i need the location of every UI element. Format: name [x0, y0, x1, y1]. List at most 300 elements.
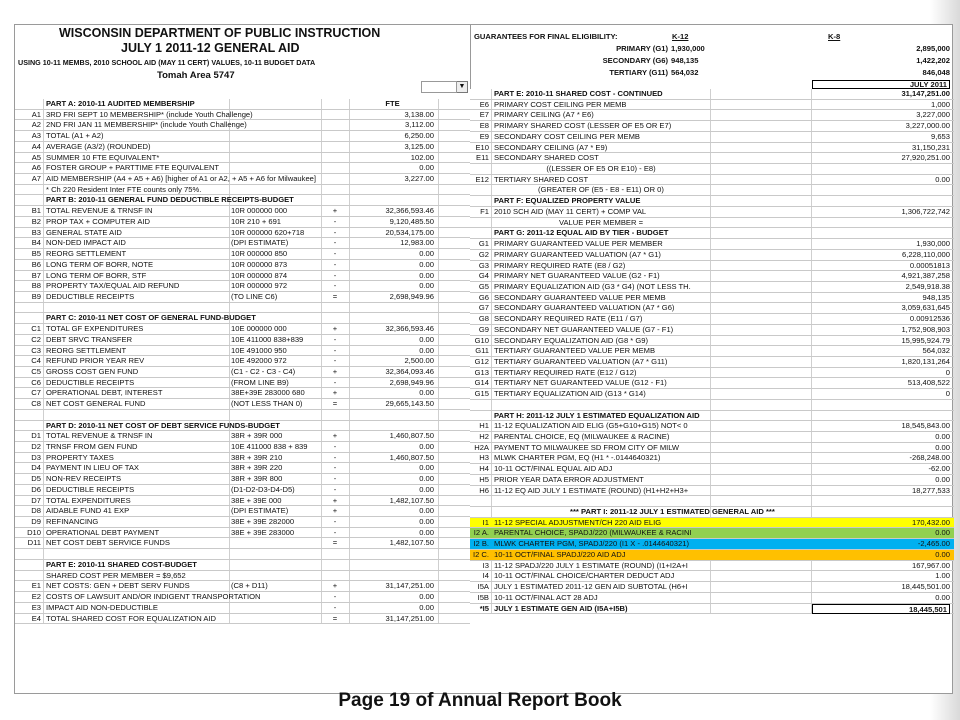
cell-code: B7 [31, 270, 41, 280]
cell-val: FTE [385, 99, 400, 108]
cell-code: H2A [474, 442, 489, 452]
cell-code: D3 [31, 452, 41, 462]
cell-code: H2 [479, 432, 489, 441]
cell-op: - [333, 484, 337, 494]
guarantees-label: GUARANTEES FOR FINAL ELIGIBILITY: [474, 32, 618, 41]
cell-op: - [333, 474, 337, 484]
table-row [15, 485, 470, 496]
cell-code: C3 [31, 345, 41, 355]
cell-desc: SECONDARY NET GUARANTEED VALUE (G7 - F1) [494, 324, 674, 334]
cell-code: D2 [31, 442, 41, 451]
cell-val: 1,306,722,742 [901, 206, 950, 216]
cell-val: -2,465.00 [917, 539, 950, 549]
table-row [15, 346, 470, 357]
table-row [15, 142, 470, 153]
cell-val: 9,653 [930, 131, 950, 141]
cell-val: 0.00 [419, 506, 434, 516]
cell-op: - [333, 517, 337, 527]
table-row [15, 592, 470, 603]
cell-desc: MLWK CHARTER PGM, EQ (H1 * -.0144640321) [494, 453, 661, 463]
cell-code: G3 [478, 260, 489, 270]
cell-val: 6,228,110,000 [902, 249, 950, 259]
table-row [15, 560, 470, 571]
cell-src: (DPI ESTIMATE) [231, 506, 289, 516]
primary-label: PRIMARY (G1) [616, 44, 668, 53]
tertiary-k8: 846,048 [922, 68, 950, 77]
cell-src: 10E 491000 950 [231, 345, 287, 355]
cell-val: 20,534,175.00 [385, 227, 434, 237]
cell-code: C1 [31, 324, 41, 334]
cell-val: 1,460,807.50 [389, 452, 434, 462]
table-row [470, 121, 954, 132]
table-row [15, 120, 470, 131]
table-row [15, 431, 470, 442]
cell-op: - [333, 227, 337, 237]
cell-desc: PRIOR YEAR DATA ERROR ADJUSTMENT [494, 474, 644, 484]
cell-val: 2,549,918.38 [905, 281, 950, 291]
cell-code: D1 [31, 431, 41, 441]
cell-code: G5 [478, 281, 489, 291]
cell-desc: PROP TAX + COMPUTER AID [46, 216, 151, 226]
cell-val: 3,138.00 [404, 109, 434, 119]
table-row [470, 518, 954, 529]
cell-desc: REFINANCING [46, 517, 99, 527]
cell-op: - [333, 442, 337, 451]
cell-src: 38E+39E 283000 680 [231, 388, 305, 398]
k12-header: K-12 [672, 32, 689, 41]
cell-op: - [333, 281, 337, 291]
cell-val: 6,250.00 [404, 131, 434, 141]
cell-src: 38E + 39E 000 [231, 495, 282, 505]
cell-val: 2,500.00 [404, 356, 434, 366]
cell-code: D5 [31, 474, 41, 484]
cell-op: + [332, 431, 338, 441]
right-pane [470, 25, 954, 614]
cell-code: D8 [31, 506, 41, 516]
cell-desc: PART H: 2011-12 JULY 1 ESTIMATED EQUALIZATION AID [494, 410, 700, 420]
cell-code: G12 [474, 356, 489, 366]
cell-code: E12 [475, 174, 489, 184]
cell-src: 10E 411000 838+839 [231, 334, 304, 344]
cell-code: C6 [31, 377, 41, 387]
table-row [15, 174, 470, 185]
cell-desc: PART E: 2010-11 SHARED COST - CONTINUED [494, 89, 663, 98]
cell-src: 38R + 39R 000 [231, 431, 283, 441]
cell-val: 0.00 [935, 528, 950, 538]
cell-src: (C8 + D11) [231, 581, 268, 591]
cell-op: - [333, 216, 337, 226]
cell-code: H5 [479, 474, 489, 484]
cell-desc: LONG TERM OF BORR, NOTE [46, 259, 154, 269]
table-row [470, 282, 954, 293]
table-row [470, 100, 954, 111]
cell-desc: SECONDARY CEILING (A7 * E9) [494, 142, 608, 152]
cell-code: E11 [476, 153, 489, 163]
cell-op: - [333, 270, 337, 280]
cell-op: - [333, 356, 337, 366]
primary-k12: 1,930,000 [671, 44, 705, 53]
table-row [470, 582, 954, 593]
left-pane [15, 25, 470, 624]
cell-val: 3,227,000 [916, 110, 950, 120]
cell-code: B6 [31, 259, 41, 269]
cell-val: 31,147,251.00 [385, 613, 434, 623]
dept-title: WISCONSIN DEPARTMENT OF PUBLIC INSTRUCTION [59, 26, 381, 40]
cell-val: 32,366,593.46 [385, 206, 434, 216]
cell-val: 0.00 [419, 334, 434, 344]
cell-desc: SECONDARY GUARANTEED VALUATION (A7 * G6) [494, 303, 675, 313]
table-row [15, 463, 470, 474]
cell-val: 9,120,485.50 [389, 216, 434, 226]
cell-desc: ((LESSER OF E5 OR E10) - E8) [546, 164, 656, 174]
cell-val: 3,059,631,645 [901, 303, 950, 313]
tertiary-label: TERTIARY (G11) [609, 68, 668, 77]
table-row [470, 153, 954, 164]
cell-desc: NET COST DEBT SERVICE FUNDS [46, 538, 170, 548]
district-name: Tomah Area 5747 [157, 70, 235, 81]
table-row [470, 507, 954, 518]
table-row [470, 303, 954, 314]
cell-desc: JULY 1 ESTIMATED 2011-12 GEN AID SUBTOTAL (H6+I [494, 582, 688, 592]
cell-src: 10R 000000 972 [231, 281, 288, 291]
cell-code: I1 [482, 517, 489, 527]
cell-val: 31,150,231 [911, 142, 950, 152]
table-row [470, 325, 954, 336]
cell-val: 102.00 [410, 152, 434, 162]
cell-val: 0.00 [419, 484, 434, 494]
cell-val: 1,930,000 [916, 239, 950, 249]
cell-desc: OPERATIONAL DEBT, INTEREST [46, 388, 163, 398]
cell-val: 948,135 [922, 292, 950, 302]
cell-desc: REORG SETTLEMENT [46, 345, 127, 355]
table-row [470, 571, 954, 582]
table-row [470, 411, 954, 422]
cell-val: 31,147,251.00 [385, 581, 434, 591]
district-select[interactable] [421, 81, 457, 93]
cell-code: G13 [474, 367, 489, 377]
cell-code: A2 [31, 120, 41, 130]
table-row [470, 539, 954, 550]
cell-code: B9 [31, 291, 41, 301]
cell-op: - [333, 259, 337, 269]
table-row [470, 368, 954, 379]
cell-desc: 3RD FRI SEPT 10 MEMBERSHIP* (include Youth Challenge) [46, 109, 253, 119]
cell-op: - [333, 452, 337, 462]
cell-desc: 10-11 OCT/FINAL CHOICE/CHARTER DEDUCT ADJ [494, 571, 675, 581]
cell-code: B8 [31, 281, 41, 291]
cell-src: (NOT LESS THAN 0) [231, 399, 303, 409]
cell-desc: 2ND FRI JAN 11 MEMBERSHIP* (include Youth Challenge) [46, 120, 247, 130]
cell-val: 0.00 [419, 163, 434, 173]
cell-val: 1,820,131,264 [901, 356, 950, 366]
cell-code: *I5 [479, 603, 489, 613]
table-row [470, 346, 954, 357]
table-row [15, 271, 470, 282]
table-row [470, 604, 954, 615]
cell-src: (C1 - C2 - C3 - C4) [231, 366, 296, 376]
cell-src: (FROM LINE B9) [231, 377, 289, 387]
cell-op: - [333, 238, 337, 248]
cell-desc: *** PART I: 2011-12 JULY 1 ESTIMATED GENERAL AID *** [570, 507, 775, 517]
cell-op: + [332, 366, 338, 376]
cell-code: H6 [479, 485, 489, 495]
cell-src: 10R 000000 000 [231, 206, 288, 216]
cell-val: 1,482,107.50 [389, 538, 434, 548]
cell-desc: VALUE PER MEMBER = [558, 217, 644, 227]
cell-op: - [333, 377, 337, 387]
table-row [15, 131, 470, 142]
cell-desc: PART G: 2011-12 EQUAL AID BY TIER - BUDGET [494, 228, 669, 238]
table-row [470, 421, 954, 432]
cell-desc: PAYMENT TO MILWAUKEE SD FROM CITY OF MILW [494, 442, 680, 452]
cell-val: 0 [945, 389, 950, 399]
cell-src: 10R 000000 850 [231, 249, 288, 259]
cell-desc: PRIMARY CEILING (A7 * E6) [494, 110, 594, 120]
table-row [15, 313, 470, 324]
cell-src: 10R 000000 620+718 [231, 227, 305, 237]
cell-desc: GROSS COST GEN FUND [46, 366, 139, 376]
cell-desc: PRIMARY GUARANTEED VALUATION (A7 * G1) [494, 249, 661, 259]
cell-code: G14 [474, 378, 489, 388]
cell-code: G6 [478, 292, 489, 302]
cell-desc: 10-11 OCT/FINAL SPADJ/220 AID ADJ [494, 549, 626, 559]
cell-desc: TERTIARY REQUIRED RATE (E12 / G12) [494, 367, 637, 377]
cell-desc: PART A: 2010-11 AUDITED MEMBERSHIP [46, 99, 195, 108]
july-label: JULY 2011 [812, 80, 950, 89]
cell-val: 0.00 [419, 527, 434, 537]
table-row [470, 89, 954, 100]
cell-val: 0.00 [419, 442, 434, 451]
cell-code: E2 [31, 592, 41, 602]
cell-desc: PRIMARY NET GUARANTEED VALUE (G2 - F1) [494, 271, 660, 281]
table-row [15, 99, 470, 110]
cell-code: G1 [478, 239, 489, 249]
cell-src: 38E + 39E 283000 [231, 527, 295, 537]
cell-op: + [332, 495, 338, 505]
cell-val: 12,983.00 [400, 238, 434, 248]
cell-desc: PROPERTY TAX/EQUAL AID REFUND [46, 281, 180, 291]
cell-val: -268,248.00 [909, 453, 950, 463]
table-row [470, 475, 954, 486]
table-row [15, 281, 470, 292]
secondary-label: SECONDARY (G6) [602, 56, 668, 65]
right-row-list [470, 89, 954, 614]
cell-code: H4 [479, 464, 489, 474]
cell-code: A4 [31, 141, 41, 151]
table-row [15, 110, 470, 121]
cell-val: 0.00 [419, 592, 434, 602]
cell-src: 10E 000000 000 [231, 324, 287, 334]
table-row [15, 324, 470, 335]
table-row [15, 549, 470, 560]
cell-val: 0.00 [419, 388, 434, 398]
table-row [470, 464, 954, 475]
cell-val: 0.00 [935, 442, 950, 452]
cell-desc: NET COSTS: GEN + DEBT SERV FUNDS [46, 581, 190, 591]
cell-code: C5 [31, 366, 41, 376]
cell-desc: * Ch 220 Resident Inter FTE counts only 75%. [46, 184, 202, 194]
table-row [15, 528, 470, 539]
cell-val: 3,227,000.00 [905, 121, 950, 131]
cell-code: D10 [27, 527, 41, 537]
cell-val: 167,967.00 [911, 560, 950, 570]
cell-op: - [333, 345, 337, 355]
cell-code: A5 [31, 152, 41, 162]
cell-desc: PART F: EQUALIZED PROPERTY VALUE [494, 196, 641, 206]
cell-val: 1,752,908,903 [901, 324, 950, 334]
cell-code: I2 C. [472, 549, 489, 559]
cell-val: 0.00 [419, 259, 434, 269]
table-row [470, 218, 954, 229]
cell-desc: 11-12 SPECIAL ADJUSTMENT/CH 220 AID ELIG [494, 517, 662, 527]
table-row [15, 410, 470, 421]
cell-val: 0.00 [935, 432, 950, 441]
cell-val: 18,277,533 [911, 485, 950, 495]
cell-code: D11 [27, 538, 41, 548]
table-row [15, 163, 470, 174]
guarantees-block [470, 25, 954, 89]
cell-code: I5A [477, 582, 489, 592]
cell-val: 32,366,593.46 [385, 324, 434, 334]
cell-code: B2 [31, 216, 41, 226]
table-row [15, 260, 470, 271]
cell-val: 513,408,522 [907, 378, 950, 388]
cell-desc: TOTAL SHARED COST FOR EQUALIZATION AID [46, 613, 217, 623]
cell-code: E7 [479, 110, 489, 120]
cell-desc: PART E: 2010-11 SHARED COST-BUDGET [46, 559, 197, 569]
table-row [470, 228, 954, 239]
table-row [15, 335, 470, 346]
table-row [15, 378, 470, 389]
cell-desc: DEDUCTIBLE RECEIPTS [46, 484, 135, 494]
cell-val: 1,000 [930, 99, 950, 109]
cell-desc: AIDABLE FUND 41 EXP [46, 506, 130, 516]
cell-desc: SECONDARY GUARANTEED VALUE PER MEMB [494, 292, 666, 302]
cell-val: 27,920,251.00 [901, 153, 950, 163]
table-row [15, 496, 470, 507]
table-row [470, 196, 954, 207]
table-row [15, 356, 470, 367]
cell-val: 1,460,807.50 [389, 431, 434, 441]
table-row [15, 453, 470, 464]
cell-code: I5B [477, 592, 489, 602]
table-row [15, 474, 470, 485]
table-row [470, 164, 954, 175]
cell-val: 0.00 [935, 474, 950, 484]
table-row [470, 143, 954, 154]
cell-op: + [332, 506, 338, 516]
cell-op: - [333, 592, 337, 602]
table-row [470, 314, 954, 325]
cell-code: G7 [478, 303, 489, 313]
cell-val: 18,545,843.00 [901, 421, 950, 431]
table-row [470, 378, 954, 389]
cell-code: G8 [478, 314, 489, 324]
cell-code: A3 [31, 131, 41, 141]
table-row [15, 517, 470, 528]
table-row [470, 132, 954, 143]
cell-desc: SHARED COST PER MEMBER = $9,652 [46, 570, 186, 580]
cell-code: G11 [475, 346, 489, 356]
cell-desc: TOTAL (A1 + A2) [46, 131, 104, 141]
cell-op: + [332, 206, 338, 216]
cell-code: C4 [31, 356, 41, 366]
cell-val: 0.00 [419, 463, 434, 473]
cell-desc: TOTAL EXPENDITURES [46, 495, 131, 505]
cell-desc: PRIMARY SHARED COST (LESSER OF E5 OR E7) [494, 121, 672, 131]
cell-desc: PRIMARY REQUIRED RATE (E8 / G2) [494, 260, 626, 270]
table-row [15, 217, 470, 228]
cell-op: - [333, 463, 337, 473]
cell-desc: SECONDARY EQUALIZATION AID (G8 * G9) [494, 335, 649, 345]
cell-code: E9 [479, 131, 489, 141]
cell-op: = [332, 399, 338, 409]
cell-desc: 2010 SCH AID (MAY 11 CERT) + COMP VAL [494, 206, 647, 216]
cell-desc: DEDUCTIBLE RECEIPTS [46, 291, 135, 301]
secondary-k8: 1,422,202 [916, 56, 950, 65]
table-row [470, 175, 954, 186]
cell-op: - [333, 527, 337, 537]
cell-src: 38R + 39R 220 [231, 463, 283, 473]
cell-src: 38R + 39R 800 [231, 474, 283, 484]
cell-desc: REFUND PRIOR YEAR REV [46, 356, 145, 366]
cell-desc: PRIMARY COST CEILING PER MEMB [494, 99, 627, 109]
cell-code: B4 [31, 238, 41, 248]
cell-src: 10E 411000 838 + 839 [231, 442, 308, 451]
cell-val: 32,364,093.46 [385, 366, 434, 376]
cell-val: 0.00 [419, 517, 434, 527]
table-row [15, 185, 470, 196]
table-row [470, 185, 954, 196]
cell-code: G9 [478, 324, 489, 334]
table-row [470, 561, 954, 572]
table-row [15, 367, 470, 378]
dropdown-arrow-icon[interactable]: ▼ [456, 81, 468, 93]
table-row [15, 603, 470, 614]
cell-desc: AVERAGE (A3/2) (ROUNDED) [46, 141, 151, 151]
cell-desc: PARENTAL CHOICE, EQ (MILWAUKEE & RACINE) [494, 432, 670, 441]
cell-desc: LONG TERM OF BORR, STF [46, 270, 147, 280]
cell-code: I3 [482, 560, 489, 570]
cell-desc: (GREATER OF (E5 - E8 - E11) OR 0) [538, 185, 664, 195]
cell-code: I4 [482, 571, 489, 581]
cell-desc: PART C: 2010-11 NET COST OF GENERAL FUND-BUDGET [46, 313, 256, 323]
cell-code: C8 [31, 399, 41, 409]
cell-code: I2 B. [473, 539, 489, 549]
cell-src: 10R 000000 873 [231, 259, 288, 269]
secondary-k12: 948,135 [671, 56, 699, 65]
cell-desc: TOTAL REVENUE & TRNSF IN [46, 431, 153, 441]
cell-desc: PAYMENT IN LIEU OF TAX [46, 463, 139, 473]
cell-val: 3,125.00 [404, 141, 434, 151]
cell-desc: GENERAL STATE AID [46, 227, 122, 237]
cell-desc: 11-12 SPADJ/220 JULY 1 ESTIMATE (ROUND) (I1+I2A+I [494, 560, 688, 570]
left-row-list [15, 99, 470, 624]
cell-code: E6 [479, 99, 489, 109]
cell-src: (TO LINE C6) [231, 291, 278, 301]
cell-desc: PART D: 2010-11 NET COST OF DEBT SERVICE FUNDS-BUDGET [46, 420, 280, 430]
cell-src: (D1-D2-D3-D4-D5) [231, 484, 295, 494]
cell-code: A7 [31, 174, 41, 184]
cell-code: G4 [478, 271, 489, 281]
table-row [15, 153, 470, 164]
cell-desc: IMPACT AID NON-DEDUCTIBLE [46, 602, 158, 612]
cell-val: 0.00 [419, 281, 434, 291]
cell-val: 170,432.00 [911, 517, 950, 527]
table-row [470, 357, 954, 368]
cell-desc: OPERATIONAL DEBT PAYMENT [46, 527, 160, 537]
cell-code: A1 [31, 109, 41, 119]
